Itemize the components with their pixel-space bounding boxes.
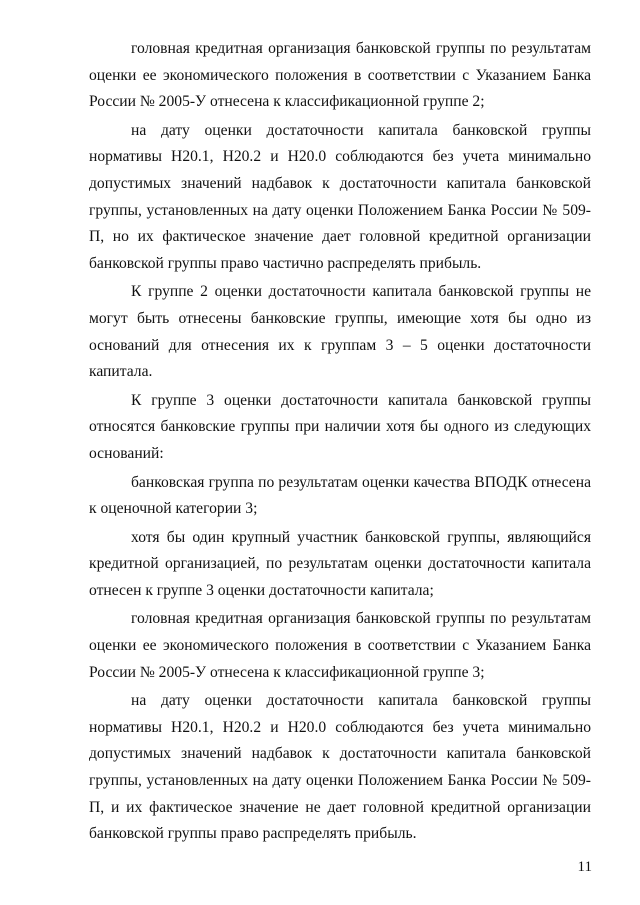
page-number: 11 [577,859,592,875]
paragraph-8: на дату оценки достаточности капитала банковской группы нормативы Н20.1, Н20.2 и Н20.0 соблюдаются без учета минимально допустимых значений надбавок к достаточности капитала банковской группы, установленных на дату оценки Положением Банка России № 509-П, и их фактическое значение не дает головной кредитной организации банковской группы право распределять прибыль. [89,692,591,843]
paragraph-1: головная кредитная организация банковской группы по результатам оценки ее экономического положения в соответствии с Указанием Банка России № 2005-У отнесена к классификационной группе 2; [89,40,591,111]
paragraph-7: головная кредитная организация банковской группы по результатам оценки ее экономического положения в соответствии с Указанием Банка России № 2005-У отнесена к классификационной группе 3; [89,610,591,681]
paragraph-6: хотя бы один крупный участник банковской группы, являющийся кредитной организацией, по результатам оценки достаточности капитала отнесен к группе 3 оценки достаточности капитала; [89,528,591,599]
document-body [89,36,591,850]
paragraph-4: К группе 3 оценки достаточности капитала банковской группы относятся банковские группы при наличии хотя бы одного из следующих оснований: [89,391,591,462]
paragraph-3: К группе 2 оценки достаточности капитала банковской группы не могут быть отнесены банковские группы, имеющие хотя бы одно из оснований для отнесения их к группам 3 – 5 оценки достаточности капитала. [89,283,591,381]
paragraph-5: банковская группа по результатам оценки качества ВПОДК отнесена к оценочной категории 3; [89,473,591,518]
paragraph-2: на дату оценки достаточности капитала банковской группы нормативы Н20.1, Н20.2 и Н20.0 соблюдаются без учета минимально допустимых значений надбавок к достаточности капитала банковской группы, установленных на дату оценки Положением Банка России № 509-П, но их фактическое значение дает головной кредитной организации банковской группы право частично распределять прибыль. [89,121,591,272]
